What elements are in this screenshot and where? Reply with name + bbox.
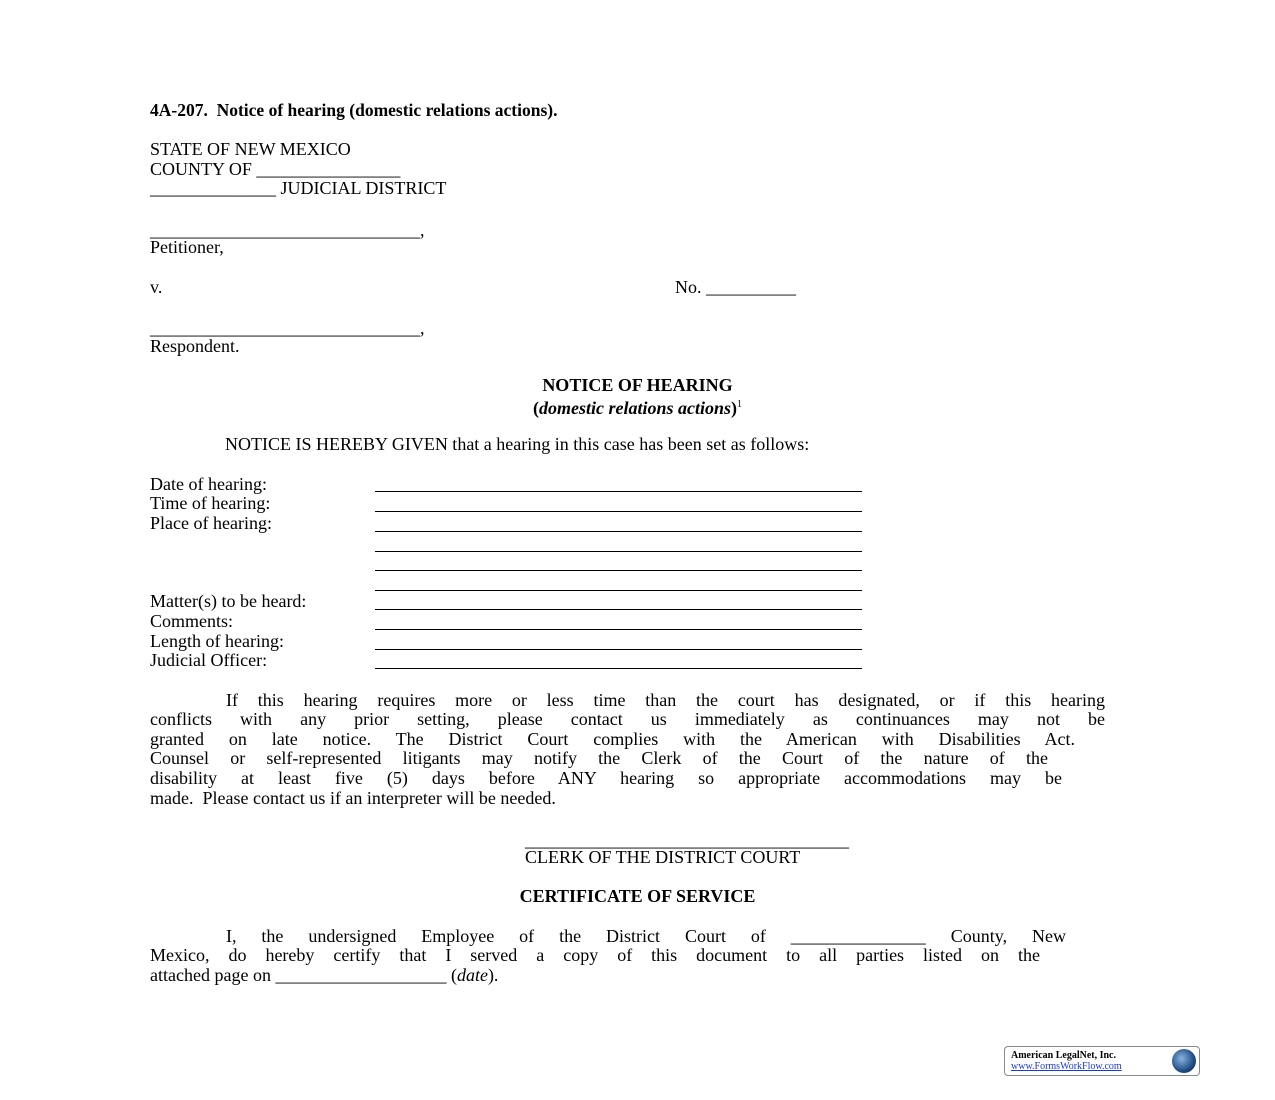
versus: v.	[150, 277, 163, 297]
company-url[interactable]: www.FormsWorkFlow.com	[1011, 1061, 1122, 1072]
respondent-blank: ______________________________,	[150, 318, 425, 338]
officer-blank[interactable]	[375, 668, 862, 669]
time-blank[interactable]	[375, 511, 862, 512]
certificate-line: I, the undersigned Employee of the District Court of _______________ County, New	[226, 926, 1066, 946]
subtitle-text: domestic relations actions	[538, 398, 731, 418]
length-blank[interactable]	[375, 649, 862, 650]
company-name: American LegalNet, Inc.	[1011, 1050, 1116, 1061]
field-label-time: Time of hearing:	[150, 493, 271, 513]
notice-paragraph-line: disability at least five (5) days before ANY hearing so appropriate accommodations may be	[150, 768, 1062, 788]
field-label-matter: Matter(s) to be heard:	[150, 591, 307, 611]
certificate-heading: CERTIFICATE OF SERVICE	[519, 886, 756, 906]
signature-label: CLERK OF THE DISTRICT COURT	[525, 847, 801, 867]
certificate-end: ).	[487, 965, 499, 985]
place-blank[interactable]	[375, 551, 862, 552]
field-label-place: Place of hearing:	[150, 513, 272, 533]
respondent-label: Respondent.	[150, 336, 240, 356]
notice-heading: NOTICE OF HEARING	[542, 375, 733, 395]
paren: )	[731, 398, 737, 418]
date-word: date	[456, 965, 488, 985]
certificate-line: Mexico, do hereby certify that I served a copy of this document to all parties listed on the	[150, 945, 1040, 965]
footnote-marker: 1	[737, 399, 742, 410]
state-line: STATE OF NEW MEXICO	[150, 139, 351, 159]
notice-paragraph-line: If this hearing requires more or less time than the court has designated, or if this hearing	[226, 690, 1105, 710]
place-blank[interactable]	[375, 570, 862, 571]
field-label-comments: Comments:	[150, 611, 234, 631]
district-line: ______________ JUDICIAL DISTRICT	[150, 178, 447, 198]
field-label-date: Date of hearing:	[150, 474, 267, 494]
signature-line: ____________________________________	[525, 830, 849, 850]
certificate-line	[150, 965, 498, 985]
notice-paragraph-line: made. Please contact us if an interpreter will be needed.	[150, 788, 556, 808]
paren: (	[532, 398, 539, 418]
notice-paragraph-line: conflicts with any prior setting, please contact us immediately as continuances may not be	[150, 709, 1105, 729]
case-number: No. __________	[675, 277, 796, 297]
county-line: COUNTY OF ________________	[150, 159, 401, 179]
globe-icon	[1172, 1049, 1196, 1073]
field-label-length: Length of hearing:	[150, 631, 284, 651]
matter-blank[interactable]	[375, 609, 862, 610]
comments-blank[interactable]	[375, 629, 862, 630]
form-title: 4A-207. Notice of hearing (domestic relations actions).	[150, 100, 558, 120]
place-blank[interactable]	[375, 531, 862, 532]
notice-paragraph-line: Counsel or self-represented litigants may notify the Clerk of the Court of the nature of the	[150, 748, 1048, 768]
field-label-officer: Judicial Officer:	[150, 650, 268, 670]
notice-paragraph-line: granted on late notice. The District Court complies with the American with Disabilities Act.	[150, 729, 1075, 749]
certificate-line-text: attached page on ___________________ (	[150, 965, 457, 985]
petitioner-blank: ______________________________,	[150, 220, 425, 240]
date-blank[interactable]	[375, 491, 862, 492]
petitioner-label: Petitioner,	[150, 237, 224, 257]
american-legalnet-logo[interactable]	[1004, 1046, 1200, 1076]
place-blank[interactable]	[375, 590, 862, 591]
notice-subheading	[0, 395, 1275, 418]
intro-text: NOTICE IS HEREBY GIVEN that a hearing in this case has been set as follows:	[225, 434, 810, 454]
